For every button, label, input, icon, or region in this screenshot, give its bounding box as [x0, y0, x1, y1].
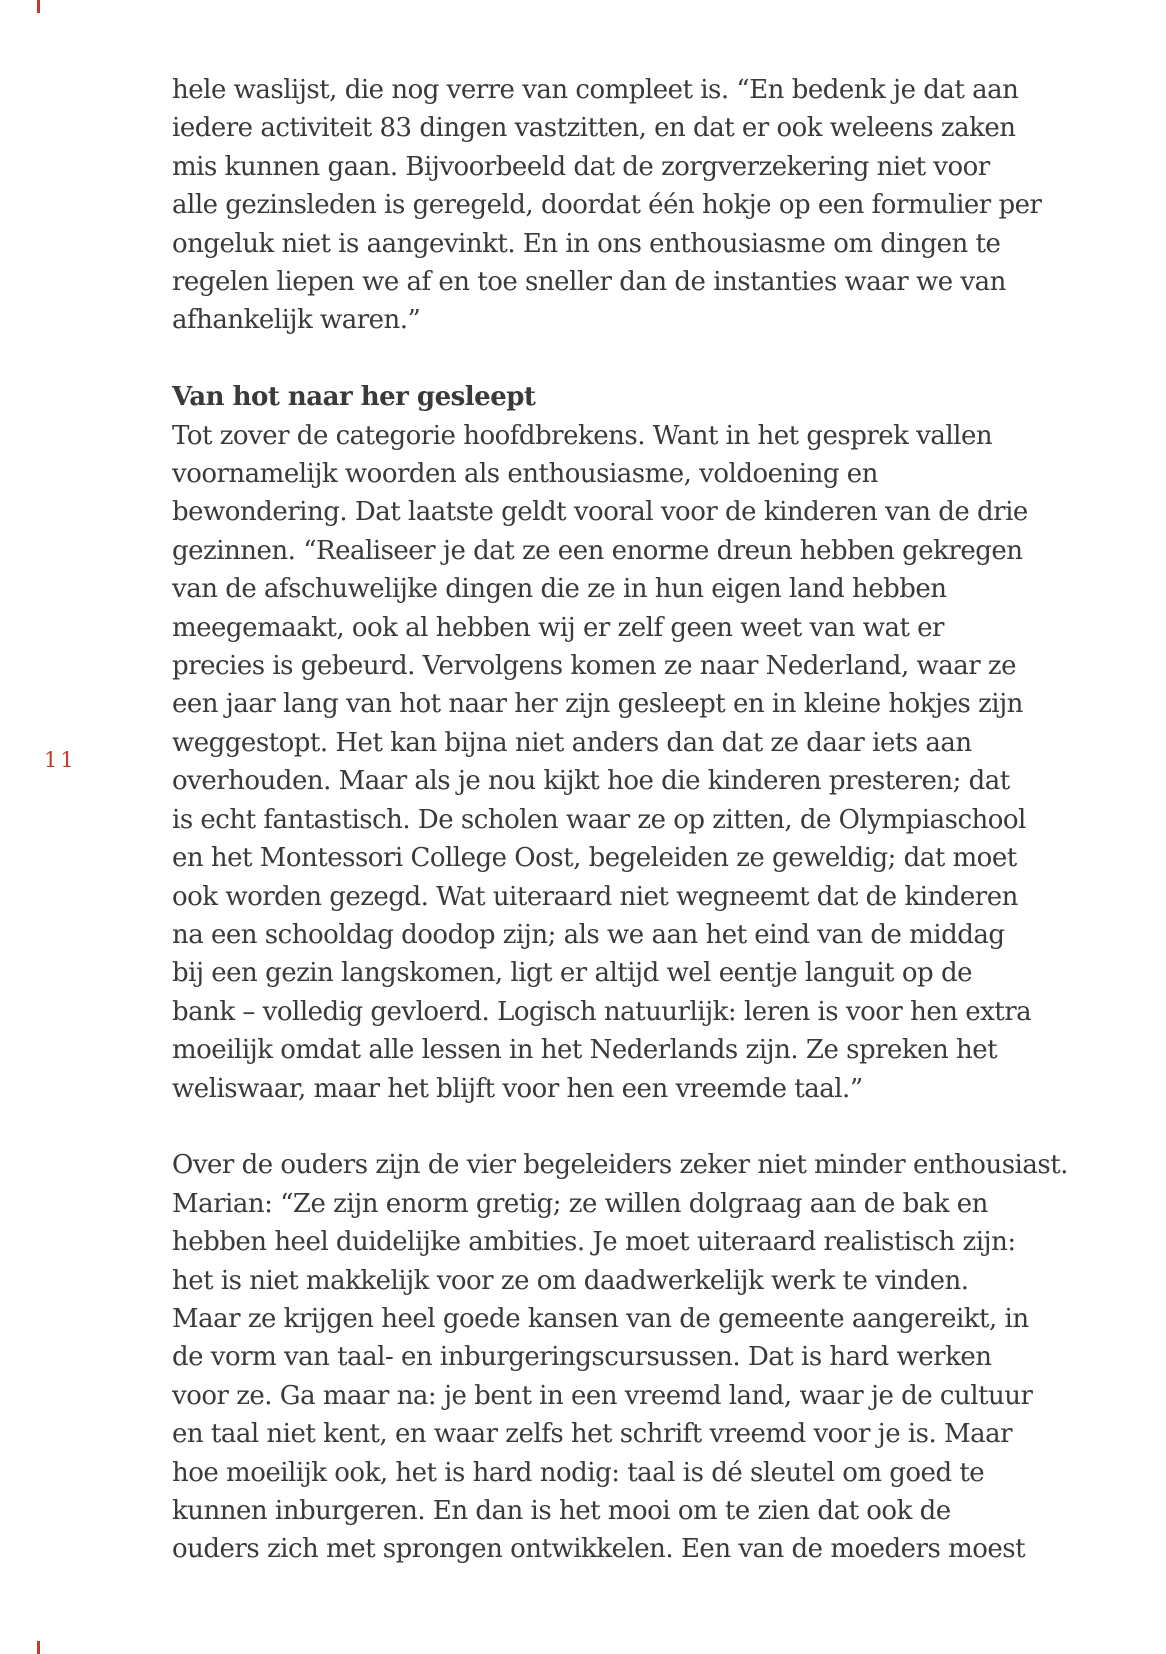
text-line: weliswaar, maar het blijft voor hen een vreemde taal.” — [172, 1073, 863, 1104]
text-line: hebben heel duidelijke ambities. Je moet uiteraard realistisch zijn: — [172, 1227, 1016, 1258]
paragraph-intro — [172, 71, 1042, 340]
text-line: is echt fantastisch. De scholen waar ze op zitten, de Olympiaschool — [172, 804, 1026, 835]
text-line: meegemaakt, ook al hebben wij er zelf geen weet van wat er — [172, 612, 944, 643]
text-line: ongeluk niet is aangevinkt. En in ons enthousiasme om dingen te — [172, 228, 1001, 259]
text-line: een jaar lang van hot naar her zijn gesleept en in kleine hokjes zijn — [172, 689, 1023, 720]
section-heading: Van hot naar her gesleept — [172, 382, 536, 413]
text-line: het is niet makkelijk voor ze om daadwerkelijk werk te vinden. — [172, 1265, 969, 1296]
text-line: en het Montessori College Oost, begeleiden ze geweldig; dat moet — [172, 843, 1017, 874]
text-line: overhouden. Maar als je nou kijkt hoe die kinderen presteren; dat — [172, 766, 1010, 797]
text-line: ook worden gezegd. Wat uiteraard niet wegneemt dat de kinderen — [172, 881, 1018, 912]
text-line: Maar ze krijgen heel goede kansen van de gemeente aangereikt, in — [172, 1303, 1029, 1334]
text-line: hoe moeilijk ook, het is hard nodig: taal is dé sleutel om goed te — [172, 1457, 985, 1488]
page-edge-mark-bottom — [37, 1641, 40, 1654]
text-line: gezinnen. “Realiseer je dat ze een enorme dreun hebben gekregen — [172, 535, 1023, 566]
text-line: afhankelijk waren.” — [172, 305, 421, 336]
text-line: weggestopt. Het kan bijna niet anders dan dat ze daar iets aan — [172, 727, 972, 758]
text-line: bank – volledig gevloerd. Logisch natuurlijk: leren is voor hen extra — [172, 996, 1032, 1027]
text-line: bewondering. Dat laatste geldt vooral voor de kinderen van de drie — [172, 497, 1028, 528]
paragraph-children — [172, 417, 1032, 1108]
text-line: moeilijk omdat alle lessen in het Nederlands zijn. Ze spreken het — [172, 1035, 998, 1066]
text-line: na een schooldag doodop zijn; als we aan het eind van de middag — [172, 919, 1005, 950]
text-line: bij een gezin langskomen, ligt er altijd wel eentje languit op de — [172, 958, 972, 989]
text-line: iedere activiteit 83 dingen vastzitten, en dat er ook weleens zaken — [172, 113, 1016, 144]
text-line: en taal niet kent, en waar zelfs het schrift vreemd voor je is. Maar — [172, 1419, 1013, 1450]
text-line: alle gezinsleden is geregeld, doordat één hokje op een formulier per — [172, 190, 1042, 221]
text-line: de vorm van taal- en inburgeringscursussen. Dat is hard werken — [172, 1342, 992, 1373]
text-line: Marian: “Ze zijn enorm gretig; ze willen dolgraag aan de bak en — [172, 1188, 988, 1219]
page-number: 11 — [44, 748, 77, 772]
page-edge-mark-top — [37, 0, 40, 13]
text-line: mis kunnen gaan. Bijvoorbeeld dat de zorgverzekering niet voor — [172, 151, 990, 182]
text-line: hele waslijst, die nog verre van compleet is. “En bedenk je dat aan — [172, 75, 1019, 105]
text-line: voor ze. Ga maar na: je bent in een vreemd land, waar je de cultuur — [172, 1380, 1033, 1411]
text-line: voornamelijk woorden als enthousiasme, voldoening en — [172, 459, 878, 490]
text-line: kunnen inburgeren. En dan is het mooi om te zien dat ook de — [172, 1496, 951, 1526]
text-line: ouders zich met sprongen ontwikkelen. Een van de moeders moest — [172, 1534, 1026, 1565]
text-line: van de afschuwelijke dingen die ze in hun eigen land hebben — [172, 574, 947, 605]
text-line: Tot zover de categorie hoofdbrekens. Want in het gesprek vallen — [172, 420, 993, 451]
article-text-column — [172, 71, 1068, 1607]
text-line: Over de ouders zijn de vier begeleiders zeker niet minder enthousiast. — [172, 1150, 1068, 1181]
paragraph-parents — [172, 1146, 1068, 1568]
text-line: precies is gebeurd. Vervolgens komen ze naar Nederland, waar ze — [172, 651, 1017, 682]
text-line: regelen liepen we af en toe sneller dan de instanties waar we van — [172, 267, 1006, 298]
